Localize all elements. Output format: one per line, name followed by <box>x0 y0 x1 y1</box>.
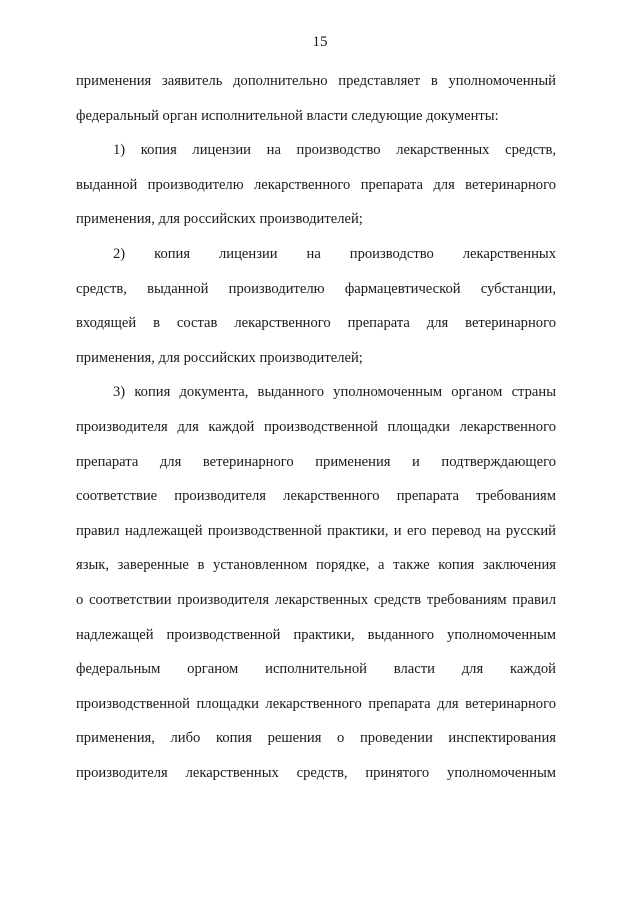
text-line: язык, заверенные в установленном порядке, а также копия заключения <box>76 557 556 574</box>
text-line: входящей в состав лекарственного препарата для ветеринарного <box>76 315 556 332</box>
text-line: производителя лекарственных средств, принятого уполномоченным <box>76 764 556 781</box>
text-line: 3) копия документа, выданного уполномоченным органом страны <box>113 384 556 401</box>
text-line: средств, выданной производителю фармацевтической субстанции, <box>76 280 556 297</box>
text-line: производственной площадки лекарственного препарата для ветеринарного <box>76 695 556 712</box>
text-line: применения заявитель дополнительно представляет в уполномоченный <box>76 73 556 89</box>
text-line: правил надлежащей производственной практики, и его перевод на русский <box>76 522 556 539</box>
text-line: применения, для российских производителей; <box>76 349 363 366</box>
document-body <box>76 64 556 790</box>
text-line: федеральным органом исполнительной власти для каждой <box>76 661 556 678</box>
page-number: 15 <box>312 34 328 50</box>
text-line: применения, для российских производителей; <box>76 211 363 228</box>
text-line: применения, либо копия решения о проведении инспектирования <box>76 730 556 747</box>
text-line: соответствие производителя лекарственного препарата требованиям <box>76 488 556 505</box>
text-line: надлежащей производственной практики, выданного уполномоченным <box>76 626 556 643</box>
text-line: 2) копия лицензии на производство лекарственных <box>113 245 556 262</box>
text-line: выданной производителю лекарственного препарата для ветеринарного <box>76 176 556 193</box>
text-line: федеральный орган исполнительной власти следующие документы: <box>76 107 499 124</box>
text-line: препарата для ветеринарного применения и подтверждающего <box>76 453 556 470</box>
text-line: о соответствии производителя лекарственных средств требованиям правил <box>76 591 556 608</box>
text-line: производителя для каждой производственной площадки лекарственного <box>76 418 556 435</box>
text-line: 1) копия лицензии на производство лекарственных средств, <box>113 142 556 159</box>
